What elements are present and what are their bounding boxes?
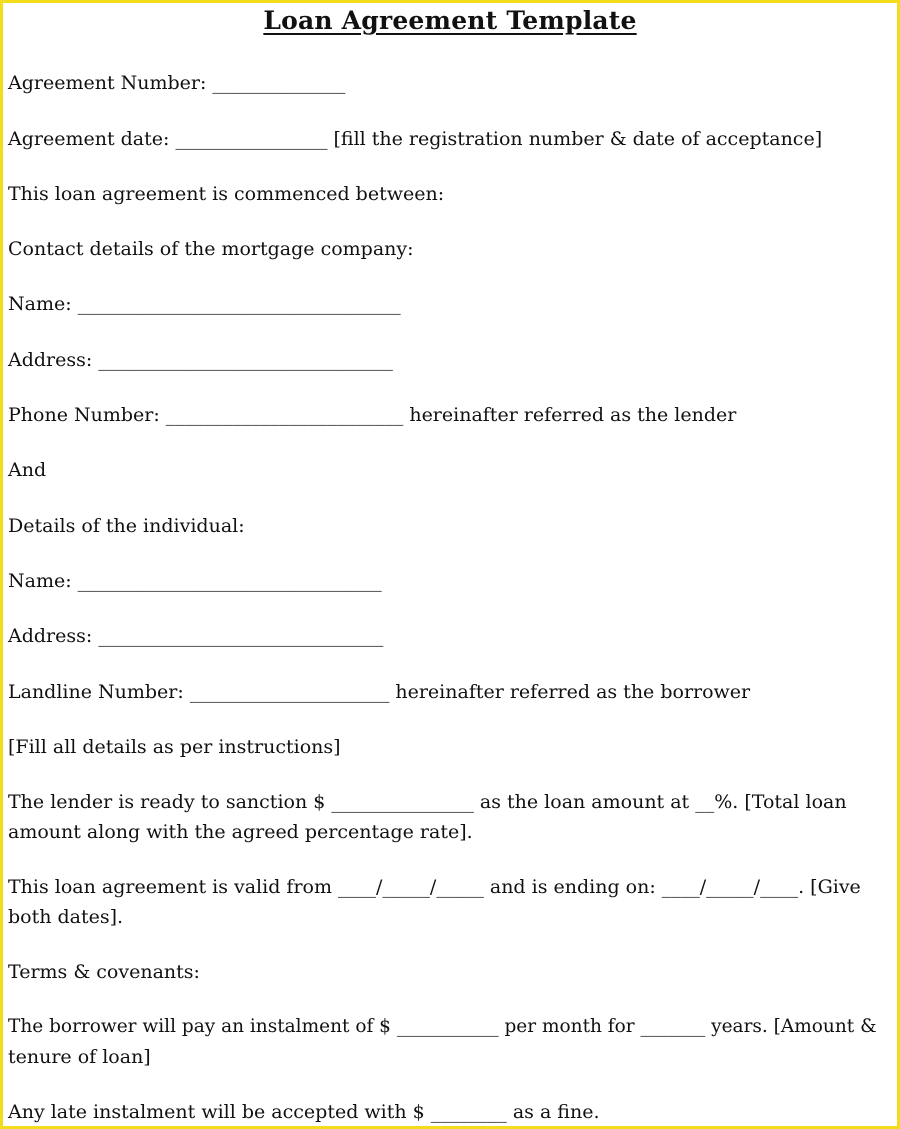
validity-line-1: This loan agreement is valid from ____/_____/_____ and is ending on: ____/_____/____. [Give bbox=[8, 876, 861, 898]
agreement-date-line: Agreement date: ________________ [fill the registration number & date of acceptance] bbox=[8, 128, 823, 150]
lender-address-line: Address: _______________________________ bbox=[8, 349, 393, 371]
instructions-note: [Fill all details as per instructions] bbox=[8, 736, 341, 758]
lender-name-line: Name: __________________________________ bbox=[8, 293, 401, 315]
instalment-line-2: tenure of loan] bbox=[8, 1046, 151, 1068]
terms-heading: Terms & covenants: bbox=[8, 961, 200, 983]
commenced-between-line: This loan agreement is commenced between: bbox=[8, 183, 445, 205]
lender-phone-line: Phone Number: _________________________ hereinafter referred as the lender bbox=[8, 404, 737, 426]
sanction-line-1: The lender is ready to sanction $ _______________ as the loan amount at __%. [Total loan bbox=[8, 791, 847, 813]
borrower-address-line: Address: ______________________________ bbox=[8, 625, 384, 647]
sanction-line-2: amount along with the agreed percentage rate]. bbox=[8, 821, 473, 843]
lender-details-heading: Contact details of the mortgage company: bbox=[8, 238, 414, 260]
agreement-number-line: Agreement Number: ______________ bbox=[8, 72, 346, 94]
and-line: And bbox=[8, 459, 47, 481]
borrower-name-line: Name: ________________________________ bbox=[8, 570, 382, 592]
instalment-line-1: The borrower will pay an instalment of $ ___________ per month for _______ years. [Amount & bbox=[8, 1016, 877, 1037]
borrower-details-heading: Details of the individual: bbox=[8, 515, 245, 537]
borrower-landline-line: Landline Number: _____________________ hereinafter referred as the borrower bbox=[8, 681, 751, 703]
validity-line-2: both dates]. bbox=[8, 906, 124, 928]
late-fine-line: Any late instalment will be accepted with $ ________ as a fine. bbox=[8, 1101, 600, 1123]
document-title: Loan Agreement Template bbox=[263, 6, 637, 35]
